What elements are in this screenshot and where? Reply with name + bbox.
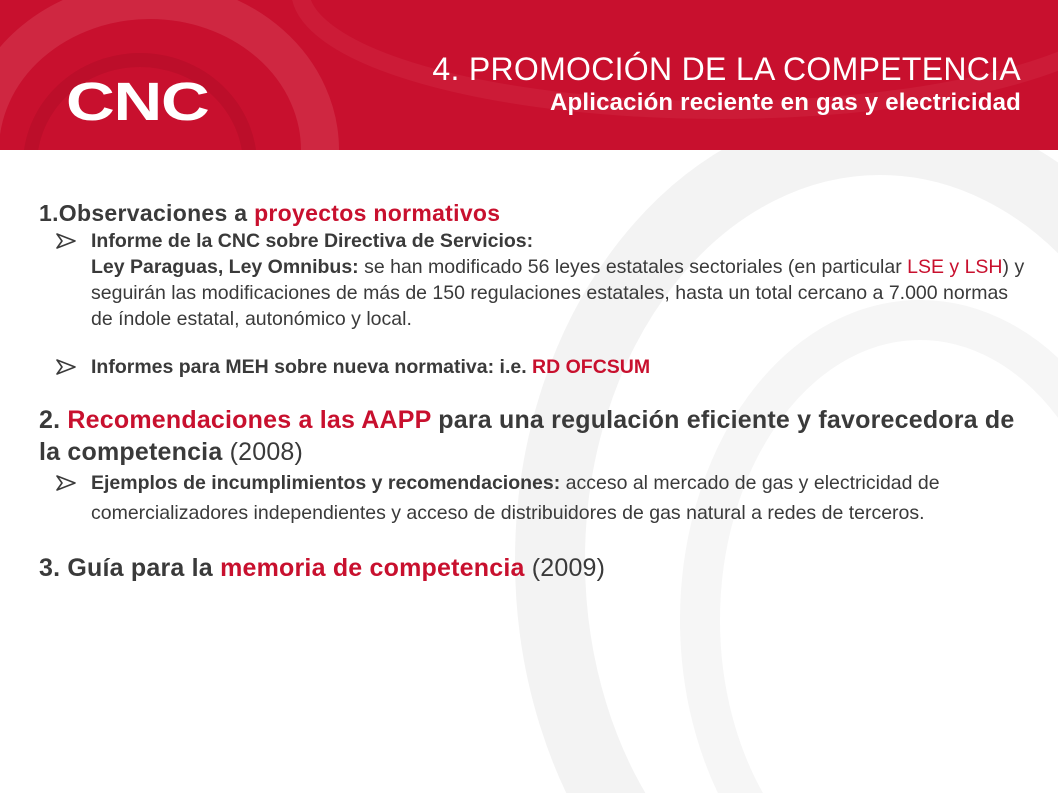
bullet-1-text-b: ) y seguirán las modificaciones de más de 150 regulaciones estatales, hasta un total cercano a 7.000 normas de índole estatal, autonómico y local. bbox=[91, 256, 1025, 330]
bullet-1-highlight: LSE y LSH bbox=[907, 256, 1003, 278]
bullet-1-paragraph bbox=[91, 254, 1029, 332]
cnc-logo: CNC bbox=[66, 72, 209, 132]
slide-title: 4. PROMOCIÓN DE LA COMPETENCIA bbox=[432, 51, 1021, 87]
section-3-highlight: memoria de competencia bbox=[220, 554, 525, 582]
section-2-text: para una regulación eficiente y favorecedora de la competencia bbox=[39, 406, 1015, 466]
section-3-year: (2009) bbox=[524, 554, 606, 582]
section-1-heading-highlight: proyectos normativos bbox=[254, 200, 501, 226]
bullet-1-text-a: se han modificado 56 leyes estatales sectoriales (en particular bbox=[358, 256, 908, 278]
arrow-bullet-icon bbox=[56, 233, 76, 249]
header-banner bbox=[0, 0, 1058, 150]
section-1-heading bbox=[39, 198, 1029, 228]
section-2-number: 2. bbox=[39, 406, 68, 434]
section-2-bullet-text: acceso al mercado de gas y electricidad de comercializadores independientes y acceso de distribuidores de gas natural a redes de terceros. bbox=[91, 472, 940, 524]
slide-body bbox=[39, 198, 1029, 584]
slide-title-block bbox=[432, 50, 1021, 118]
bullet-2-highlight: RD OFCSUM bbox=[532, 356, 651, 378]
section-1-bullet-2 bbox=[39, 354, 1029, 380]
section-1-heading-text: 1.Observaciones a bbox=[39, 200, 255, 226]
section-1-bullet-1 bbox=[39, 228, 1029, 332]
section-2-year: (2008) bbox=[222, 438, 304, 466]
section-2-highlight: Recomendaciones a las AAPP bbox=[67, 406, 432, 434]
section-3-prefix: 3. Guía para la bbox=[39, 554, 221, 582]
section-3-heading bbox=[39, 552, 1029, 584]
section-2-heading bbox=[39, 404, 1029, 468]
arrow-bullet-icon bbox=[56, 359, 76, 375]
bullet-1-bold-line: Informe de la CNC sobre Directiva de Servicios: bbox=[91, 230, 534, 252]
section-2-bullet bbox=[39, 468, 1029, 528]
arrow-bullet-icon bbox=[56, 475, 76, 491]
slide-subtitle: Aplicación reciente en gas y electricidad bbox=[549, 89, 1021, 116]
section-2-bullet-bold: Ejemplos de incumplimientos y recomendaciones: bbox=[91, 472, 561, 494]
bullet-2-bold-text: Informes para MEH sobre nueva normativa: i.e. bbox=[91, 356, 533, 378]
bullet-1-bold-lead: Ley Paraguas, Ley Omnibus: bbox=[91, 256, 359, 278]
